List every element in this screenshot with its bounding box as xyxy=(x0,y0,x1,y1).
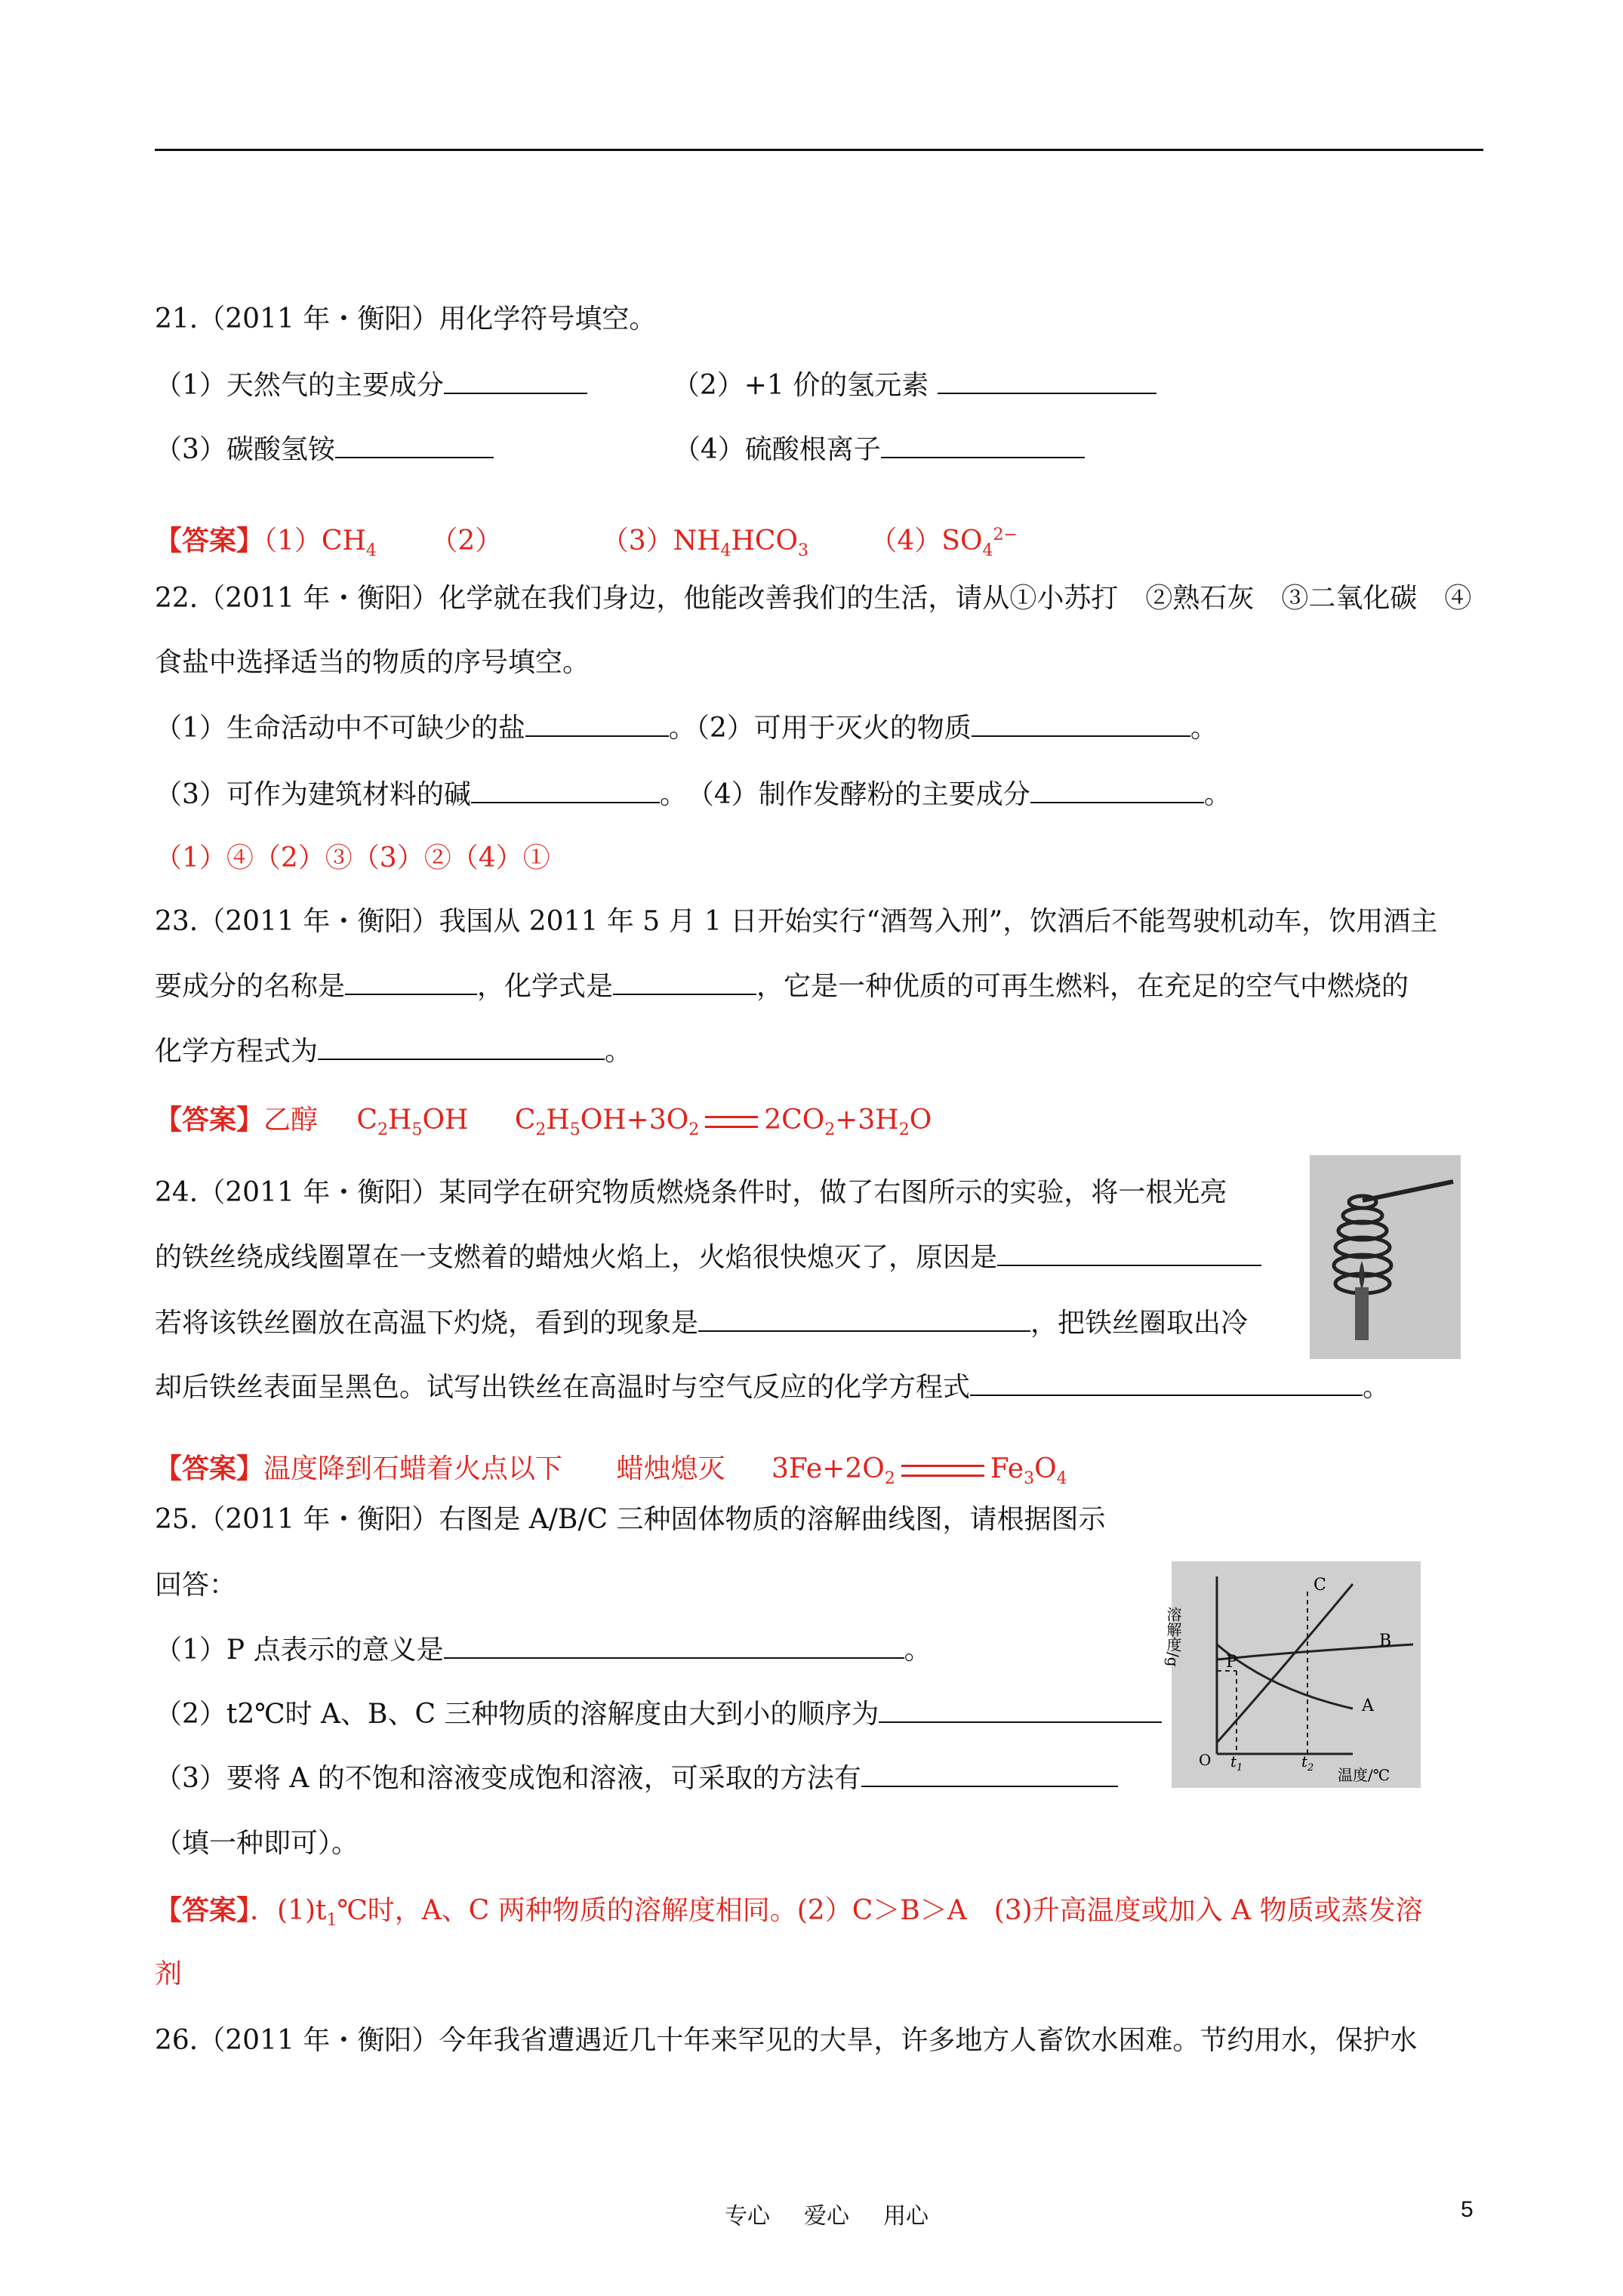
q23-line-3: 化学方程式为 。 xyxy=(155,1036,633,1067)
q25-line-2: 回答： xyxy=(155,1570,237,1601)
q22-blank-4[interactable] xyxy=(1030,779,1204,803)
q22-blank-2[interactable] xyxy=(972,713,1190,737)
q23-line-1: 23.（2011 年・衡阳）我国从 2011 年 5 月 1 日开始实行“酒驾入刑”，饮酒后不能驾驶机动车，饮用酒主 xyxy=(155,906,1438,937)
header-rule xyxy=(155,149,1483,151)
q23-blank-1[interactable] xyxy=(345,971,477,995)
q21-blank-2[interactable] xyxy=(938,370,1156,394)
q25-blank-2[interactable] xyxy=(879,1699,1162,1723)
q22-blank-3[interactable] xyxy=(471,779,660,803)
q24-line-3: 若将该铁丝圈放在高温下灼烧，看到的现象是 ，把铁丝圈取出冷 xyxy=(155,1308,1249,1339)
origin-label: O xyxy=(1199,1751,1212,1769)
q24-line-2: 的铁丝绕成线圈罩在一支燃着的蜡烛火焰上，火焰很快熄灭了，原因是 xyxy=(155,1240,1261,1275)
coil-candle-illustration xyxy=(1310,1155,1461,1359)
point-p-label: P xyxy=(1226,1653,1237,1672)
curve-c-label: C xyxy=(1313,1576,1326,1595)
q24-line-1: 24.（2011 年・衡阳）某同学在研究物质燃烧条件时，做了右图所示的实验，将一根光亮 xyxy=(155,1177,1227,1208)
coil-candle-figure xyxy=(1310,1155,1461,1359)
q21-blank-3[interactable] xyxy=(335,434,494,458)
page-number: 5 xyxy=(1461,2197,1474,2222)
q21-answer: 【答案】$(1)CH_4$ （2） $(3)NH_4HCO_3$ $(4)SO_4^{2-}$ xyxy=(155,525,1018,561)
q21-part-1: （1）天然气的主要成分 xyxy=(155,370,444,401)
q23-answer: 【答案】乙醇 $C_2H_5OH$ $C_2H_5OH+3O_2$ $2CO_2+3H_2O$ xyxy=(155,1104,932,1140)
q21-line-2 xyxy=(155,433,1085,467)
q24-equation: $3Fe+2O_2$ $Fe_3O_4$ xyxy=(771,1453,1067,1489)
q24-blank-2[interactable] xyxy=(698,1308,1030,1332)
t2-label: $t_2$ xyxy=(1301,1752,1314,1774)
equals-sign xyxy=(705,1116,758,1128)
solubility-chart xyxy=(1164,1561,1421,1788)
q22-blank-1[interactable] xyxy=(525,713,669,737)
q22-line-1: 22.（2011 年・衡阳）化学就在我们身边，他能改善我们的生活，请从①小苏打 ②熟石灰 ③二氧化碳 ④ xyxy=(155,583,1472,614)
q23-formula: $C_2H_5OH$ xyxy=(356,1105,469,1140)
curve-a-label: A xyxy=(1362,1697,1374,1715)
q25-line-1: 25.（2011 年・衡阳）右图是 A/B/C 三种固体物质的溶解曲线图，请根据图示 xyxy=(155,1504,1106,1535)
q21-blank-4[interactable] xyxy=(881,434,1085,458)
q25-answer-1: 【答案】．$(1)t_1℃$时，A、C 两种物质的溶解度相同。(2）C＞B＞A (3)升高温度或加入 A 物质或蒸发溶 xyxy=(155,1894,1423,1931)
q25-line-4: （2）t2℃时 A、B、C 三种物质的溶解度由大到小的顺序为 xyxy=(155,1697,1162,1732)
footer-slogan: 专心 爱心 用心 xyxy=(725,2203,929,2230)
q21-line-1 xyxy=(155,368,1156,403)
answer-label: 【答案】 xyxy=(155,525,264,556)
q22-line-3: （1）生命活动中不可缺少的盐 。（2）可用于灭火的物质 。 xyxy=(155,713,1218,744)
q25-line-3: （1）P 点表示的意义是 。 xyxy=(155,1635,932,1666)
curve-b-label: B xyxy=(1379,1632,1392,1650)
q22-line-2: 食盐中选择适当的物质的序号填空。 xyxy=(155,647,590,678)
q25-answer-2: 剂 xyxy=(155,1959,183,1989)
q21-part-3: （3）碳酸氢铵 xyxy=(155,434,335,465)
q24-answer: 【答案】温度降到石蜡着火点以下 蜡烛熄灭 $3Fe+2O_2$ $Fe_3O_4$ xyxy=(155,1453,1067,1489)
q23-blank-3[interactable] xyxy=(318,1036,605,1060)
q23-blank-2[interactable] xyxy=(613,971,756,995)
t1-label: $t_1$ xyxy=(1230,1752,1243,1774)
q21-title: 21.（2011 年・衡阳）用化学符号填空。 xyxy=(155,304,657,334)
q24-blank-3[interactable] xyxy=(970,1372,1363,1396)
q21-part-4: （4）硫酸根离子 xyxy=(673,434,881,465)
q24-line-4: 却后铁丝表面呈黑色。试写出铁丝在高温时与空气反应的化学方程式 。 xyxy=(155,1372,1390,1403)
q23-equation: $C_2H_5OH+3O_2$ $2CO_2+3H_2O$ xyxy=(514,1105,932,1140)
q25-line-5: （3）要将 A 的不饱和溶液变成饱和溶液，可采取的方法有 xyxy=(155,1761,1118,1796)
q22-answer: （1）④（2）③（3）②（4）① xyxy=(155,843,550,874)
q25-blank-1[interactable] xyxy=(444,1635,904,1659)
y-axis-label: 溶解度/g xyxy=(1164,1607,1182,1667)
q21-blank-1[interactable] xyxy=(444,370,587,394)
q24-blank-1[interactable] xyxy=(997,1242,1261,1266)
q26-line-1: 26.（2011 年・衡阳）今年我省遭遇近几十年来罕见的大旱，许多地方人畜饮水困难。节约用水，保护水 xyxy=(155,2025,1418,2056)
equals-sign xyxy=(901,1465,984,1477)
q25-line-6: （填一种即可）。 xyxy=(155,1828,359,1859)
solubility-curves xyxy=(1164,1561,1421,1788)
q25-blank-3[interactable] xyxy=(861,1763,1118,1787)
q23-line-2: 要成分的名称是 ，化学式是 ，它是一种优质的可再生燃料，在充足的空气中燃烧的 xyxy=(155,971,1409,1002)
q22-line-4: （3）可作为建筑材料的碱 。 （4）制作发酵粉的主要成分 。 xyxy=(155,779,1231,810)
q21-part-2: （2）+1 价的氢元素 xyxy=(672,370,929,401)
x-axis-label: 温度/℃ xyxy=(1338,1766,1390,1784)
